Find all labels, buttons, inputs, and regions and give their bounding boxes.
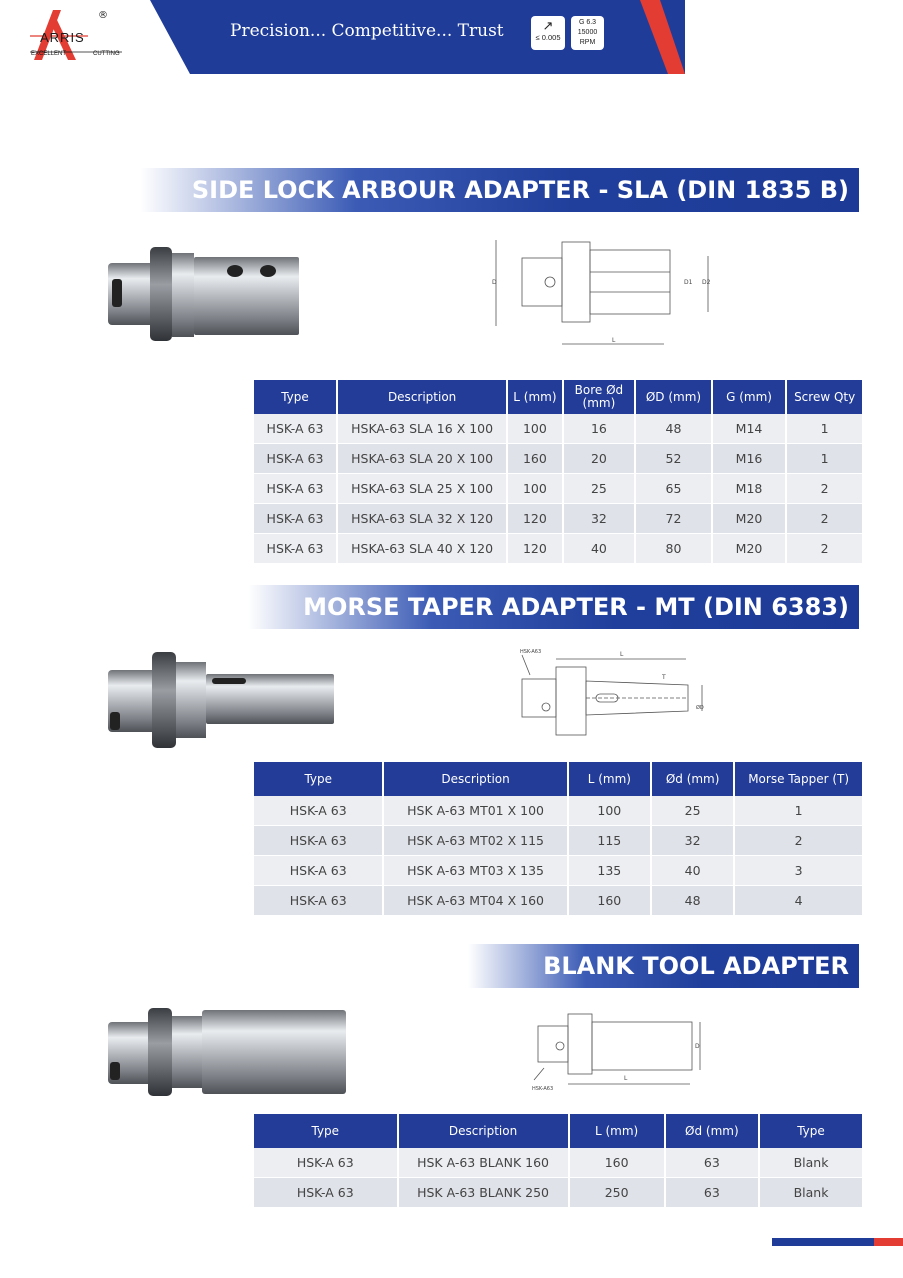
col-outer-dia: ØD (mm) — [636, 380, 711, 414]
sla-adapter-photo — [100, 243, 310, 343]
brand-tag-left: EXCELLENT — [31, 51, 67, 57]
table-row: HSK-A 63 HSK A-63 MT03 X 135 135 40 3 — [254, 856, 862, 886]
speed-unit: RPM — [579, 39, 596, 46]
table-row: HSK-A 63 HSK A-63 MT01 X 100 100 25 1 — [254, 796, 862, 826]
table-row: HSK-A 63 HSKA-63 SLA 32 X 120 120 32 72 M20 2 — [254, 504, 862, 534]
table-row: HSK-A 63 HSK A-63 MT04 X 160 160 48 4 — [254, 886, 862, 916]
table-row: HSK-A 63 HSKA-63 SLA 20 X 100 160 20 52 M16 1 — [254, 444, 862, 474]
table-row: HSK-A 63 HSKA-63 SLA 25 X 100 100 25 65 M18 2 — [254, 474, 862, 504]
section-title-mt — [248, 585, 859, 629]
col-description: Description — [399, 1114, 568, 1148]
drawing-taper-label: T — [662, 674, 666, 681]
mt-technical-drawing — [516, 645, 716, 750]
brand-name: ARRIS — [40, 30, 85, 45]
blank-technical-drawing — [524, 1008, 714, 1098]
table-header-row — [254, 762, 862, 796]
col-type: Type — [254, 380, 336, 414]
section-title-blank — [468, 944, 859, 988]
table-header-row — [254, 380, 862, 414]
table-row: HSK-A 63 HSK A-63 BLANK 160 160 63 Blank — [254, 1148, 862, 1178]
tagline: Precision... Competitive... Trust — [230, 21, 504, 41]
col-screw-qty: Screw Qty — [787, 380, 862, 414]
drawing-dia-label: ØD — [696, 705, 704, 711]
col-dia: Ød (mm) — [666, 1114, 758, 1148]
col-type: Type — [254, 1114, 397, 1148]
col-length: L (mm) — [508, 380, 561, 414]
drawing-dia-label: D — [492, 279, 497, 286]
sla-technical-drawing — [488, 236, 718, 356]
blank-spec-table — [252, 1114, 864, 1208]
blank-adapter-photo — [100, 1004, 350, 1100]
col-morse-taper: Morse Tapper (T) — [735, 762, 862, 796]
table-row: HSK-A 63 HSKA-63 SLA 16 X 100 100 16 48 M14 1 — [254, 414, 862, 444]
section-title-blank-text: BLANK TOOL ADAPTER — [543, 952, 849, 980]
table-row: HSK-A 63 HSKA-63 SLA 40 X 120 120 40 80 M20 2 — [254, 534, 862, 564]
mt-adapter-photo — [100, 650, 340, 750]
drawing-d1-label: D1 — [684, 279, 693, 286]
drawing-length-label: L — [624, 1075, 628, 1082]
speed-badge — [571, 16, 604, 50]
col-length: L (mm) — [570, 1114, 664, 1148]
col-description: Description — [384, 762, 566, 796]
col-length: L (mm) — [569, 762, 650, 796]
tolerance-value: ≤ 0.005 — [535, 33, 561, 42]
runout-arrow-icon: ↗ — [542, 18, 554, 33]
drawing-d2-label: D2 — [702, 279, 711, 286]
col-dia: Ød (mm) — [652, 762, 733, 796]
section-title-mt-text: MORSE TAPER ADAPTER - MT (DIN 6383) — [303, 593, 849, 621]
speed-value: 15000 — [577, 29, 598, 36]
col-thread: G (mm) — [713, 380, 786, 414]
table-row: HSK-A 63 HSK A-63 MT02 X 115 115 32 2 — [254, 826, 862, 856]
drawing-shank-label: HSK-A63 — [520, 649, 542, 655]
drawing-length-label: L — [620, 651, 624, 658]
sla-spec-table — [252, 380, 864, 564]
col-bore: Bore Ød (mm) — [564, 380, 635, 414]
tolerance-badge — [531, 16, 565, 50]
col-type: Type — [254, 762, 382, 796]
section-title-sla-text: SIDE LOCK ARBOUR ADAPTER - SLA (DIN 1835 B) — [191, 176, 849, 204]
table-header-row — [254, 1114, 862, 1148]
brand-tag-right: CUTTING — [93, 51, 120, 57]
mt-spec-table — [252, 762, 864, 916]
table-row: HSK-A 63 HSK A-63 BLANK 250 250 63 Blank — [254, 1178, 862, 1208]
footer-accent-bar — [772, 1238, 903, 1246]
col-description: Description — [338, 380, 506, 414]
balance-grade: G 6.3 — [578, 19, 597, 26]
registered-mark: ® — [98, 10, 108, 21]
drawing-dia-label: D — [695, 1043, 700, 1050]
drawing-shank-label: HSK-A63 — [532, 1086, 554, 1092]
section-title-sla — [140, 168, 859, 212]
col-type-2: Type — [760, 1114, 862, 1148]
drawing-length-label: L — [612, 337, 616, 344]
